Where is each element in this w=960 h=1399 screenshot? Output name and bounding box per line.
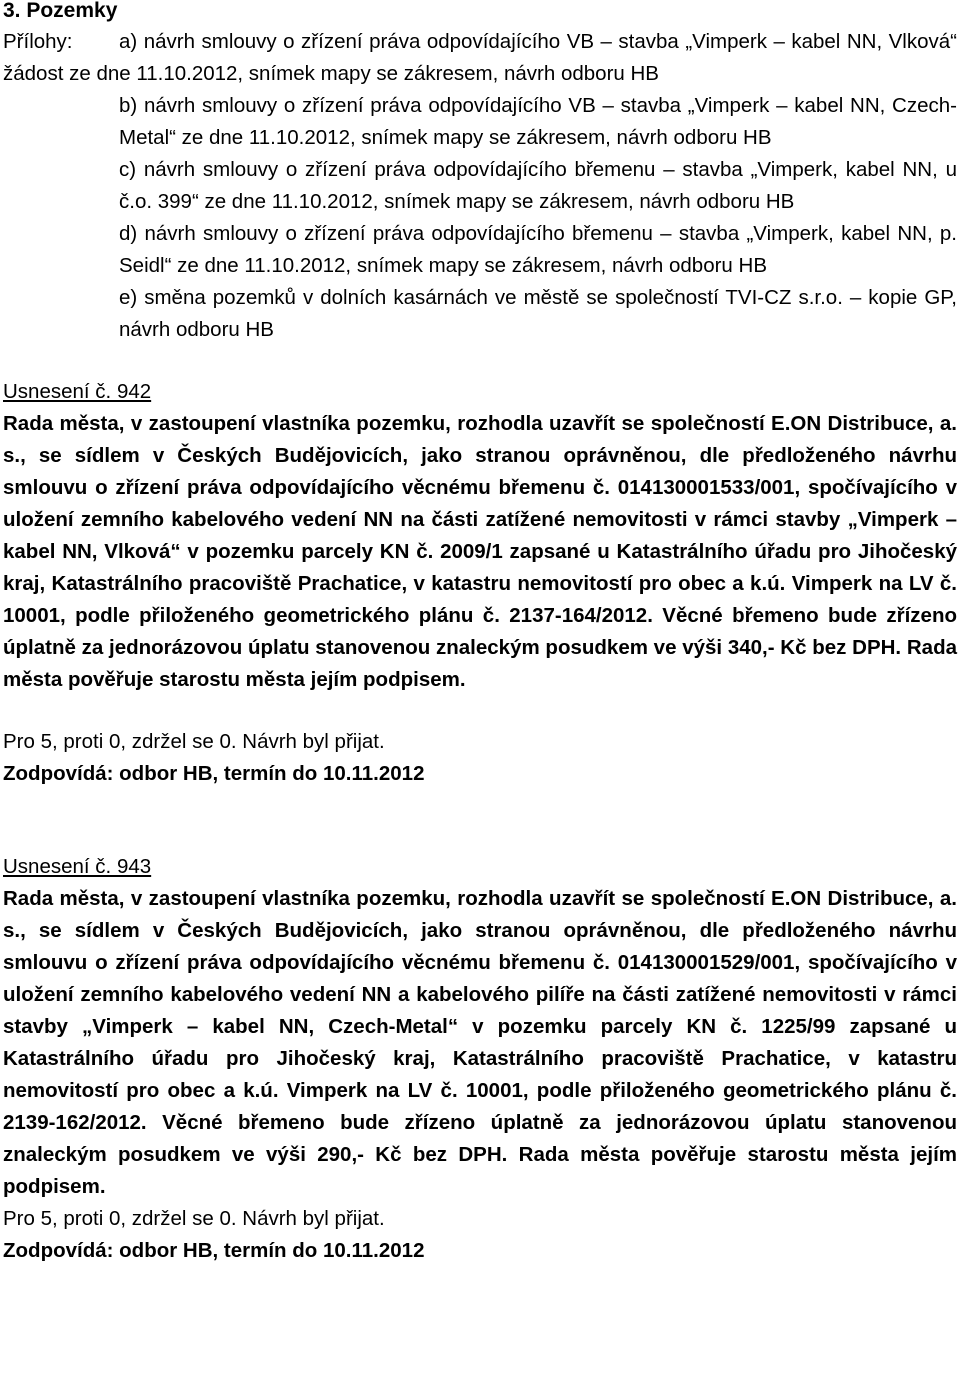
resolution-body: Rada města, v zastoupení vlastníka pozemku, rozhodla uzavřít se společností E.ON Distribuce, a. s., se sídlem v Českých Budějovicích, jako stranou oprávněnou, dle předloženého návrhu smlouvu o zřízení práva odpovídajícího věcnému břemenu č. 014130001533/001, spočívajícího v uložení zemního kabelového vedení NN na části zatížené nemovitosti v rámci stavby „Vimperk – kabel NN, Vlková“ v pozemku parcely KN č. 2009/1 zapsané u Katastrálního úřadu pro Jihočeský kraj, Katastrálního pracoviště Prachatice, v katastru nemovitostí pro obec a k.ú. Vimperk na LV č. 10001, podle přiloženého geometrického plánu č. 2137-164/2012. Věcné břemeno bude zřízeno úplatně za jednorázovou úplatu stanovenou znaleckým posudkem ve výši 340,- Kč bez DPH. Rada města pověřuje starostu města jejím podpisem. (3, 412, 957, 691)
attachment-text-a: a) návrh smlouvy o zřízení práva odpovídajícího VB – stavba „Vimperk – kabel NN, Vlková“ žádost ze dne 11.10.2012, snímek mapy se zákresem, návrh odboru HB (3, 30, 957, 85)
resolution-heading: Usnesení č. 942 (3, 380, 152, 403)
attachments-intro: Přílohy: (3, 30, 73, 53)
attachment-item-d (3, 218, 957, 282)
resolution-vote: Pro 5, proti 0, zdržel se 0. Návrh byl přijat. (3, 1207, 385, 1230)
attachment-item-a (3, 26, 957, 90)
attachment-text-b: b) návrh smlouvy o zřízení práva odpovídajícího VB – stavba „Vimperk – kabel NN, Czech-Metal“ ze dne 11.10.2012, snímek mapy se zákresem, návrh odboru HB (119, 94, 957, 149)
resolution-responsible: Zodpovídá: odbor HB, termín do 10.11.2012 (3, 762, 425, 785)
attachment-text-c: c) návrh smlouvy o zřízení práva odpovídajícího břemenu – stavba „Vimperk, kabel NN, u č.o. 399“ ze dne 11.10.2012, snímek mapy se zákresem, návrh odboru HB (119, 158, 957, 213)
attachment-text-d: d) návrh smlouvy o zřízení práva odpovídajícího břemenu – stavba „Vimperk, kabel NN, p. Seidl“ ze dne 11.10.2012, snímek mapy se zákresem, návrh odboru HB (119, 222, 957, 277)
resolution-responsible: Zodpovídá: odbor HB, termín do 10.11.2012 (3, 1239, 425, 1262)
document-page (3, 0, 957, 1267)
attachment-text-e: e) směna pozemků v dolních kasárnách ve městě se společností TVI-CZ s.r.o. – kopie GP, návrh odboru HB (119, 286, 957, 341)
attachment-item-c (3, 154, 957, 218)
resolution-943 (3, 851, 957, 1267)
attachments-block (3, 26, 957, 346)
resolution-vote: Pro 5, proti 0, zdržel se 0. Návrh byl přijat. (3, 730, 385, 753)
attachment-item-b (3, 90, 957, 154)
attachment-item-e (3, 282, 957, 346)
section-heading: 3. Pozemky (3, 0, 118, 22)
resolution-942 (3, 376, 957, 790)
resolution-body: Rada města, v zastoupení vlastníka pozemku, rozhodla uzavřít se společností E.ON Distribuce, a. s., se sídlem v Českých Budějovicích, jako stranou oprávněnou, dle předloženého návrhu smlouvu o zřízení práva odpovídajícího věcnému břemenu č. 014130001529/001, spočívajícího v uložení zemního kabelového vedení NN a kabelového pilíře na části zatížené nemovitosti v rámci stavby „Vimperk – kabel NN, Czech-Metal“ v pozemku parcely KN č. 1225/99 zapsané u Katastrálního úřadu pro Jihočeský kraj, Katastrálního pracoviště Prachatice, v katastru nemovitostí pro obec a k.ú. Vimperk na LV č. 10001, podle přiloženého geometrického plánu č. 2139-162/2012. Věcné břemeno bude zřízeno úplatně za jednorázovou úplatu stanovenou znaleckým posudkem ve výši 290,- Kč bez DPH. Rada města pověřuje starostu města jejím podpisem. (3, 887, 957, 1198)
resolution-heading: Usnesení č. 943 (3, 855, 152, 878)
